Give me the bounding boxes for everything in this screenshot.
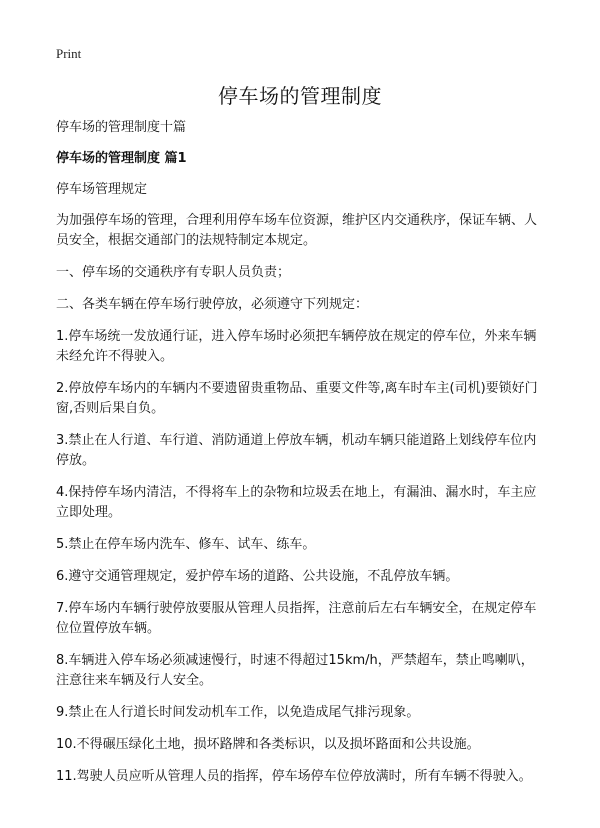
- list-item: 5.禁止在停车场内洗车、修车、试车、练车。: [56, 537, 316, 552]
- list-item: 11.驾驶人员应听从管理人员的指挥，停车场停车位停放满时，所有车辆不得驶入。: [56, 769, 532, 784]
- list-item: 7.停车场内车辆行驶停放要服从管理人员指挥，注意前后左右车辆安全，在规定停车位位置停放车辆。: [56, 601, 537, 636]
- list-item: 4.保持停车场内清洁，不得将车上的杂物和垃圾丢在地上，有漏油、漏水时，车主应立即处理。: [56, 485, 537, 520]
- section-heading: 停车场的管理制度 篇1: [56, 151, 187, 166]
- list-item: 9.禁止在人行道长时间发动机车工作，以免造成尾气排污现象。: [56, 705, 420, 720]
- paragraph-rule-2: 二、各类车辆在停车场行驶停放，必须遵守下列规定：: [56, 297, 369, 312]
- list-item: 6.遵守交通管理规定，爱护停车场的道路、公共设施，不乱停放车辆。: [56, 569, 459, 584]
- document-subtitle: 停车场的管理制度十篇: [56, 120, 187, 135]
- list-item: 2.停放停车场内的车辆内不要遗留贵重物品、重要文件等,离车时车主(司机)要锁好门窗,否则后果自负。: [56, 381, 538, 416]
- paragraph-intro: 为加强停车场的管理，合理利用停车场车位资源，维护区内交通秩序，保证车辆、人员安全，根据交通部门的法规特制定本规定。: [56, 213, 538, 248]
- list-item: 10.不得碾压绿化土地，损坏路牌和各类标识，以及损坏路面和公共设施。: [56, 737, 480, 752]
- document-body: [56, 118, 540, 799]
- list-item: 3.禁止在人行道、车行道、消防通道上停放车辆，机动车辆只能道路上划线停车位内停放。: [56, 433, 537, 468]
- paragraph-rule-1: 一、停车场的交通秩序有专职人员负责；: [56, 265, 291, 280]
- list-item: 8.车辆进入停车场必须减速慢行，时速不得超过15km/h，严禁超车，禁止鸣喇叭，注意往来车辆及行人安全。: [56, 653, 534, 688]
- document-title: 停车场的管理制度: [218, 84, 382, 108]
- print-link[interactable]: Print: [56, 46, 82, 61]
- section-subheading: 停车场管理规定: [56, 182, 148, 197]
- list-item: 1.停车场统一发放通行证，进入停车场时必须把车辆停放在规定的停车位，外来车辆未经允许不得驶入。: [56, 329, 537, 364]
